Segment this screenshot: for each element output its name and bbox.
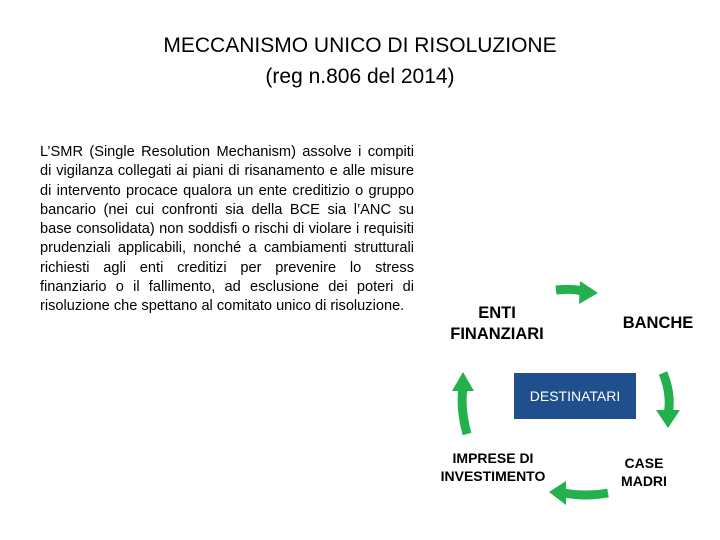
title-line-1: MECCANISMO UNICO DI RISOLUZIONE bbox=[163, 34, 557, 57]
arrow-enti-to-banche-head bbox=[579, 281, 598, 304]
node-imprese-line-1: IMPRESE DI bbox=[452, 450, 534, 466]
arrow-imprese-to-enti bbox=[462, 388, 467, 434]
arrow-imprese-to-enti-head bbox=[452, 372, 474, 391]
node-enti-finanziari bbox=[438, 303, 556, 345]
node-enti-line-2: FINANZIARI bbox=[450, 325, 544, 343]
node-imprese-di-investimento bbox=[425, 449, 561, 485]
node-case-line-1: CASE bbox=[624, 455, 664, 471]
arrow-case-to-imprese bbox=[564, 493, 608, 495]
center-destinatari-box: DESTINATARI bbox=[514, 373, 636, 419]
node-case-line-2: MADRI bbox=[621, 473, 667, 489]
arrow-banche-to-case bbox=[663, 373, 669, 415]
node-enti-line-1: ENTI bbox=[478, 304, 516, 322]
node-imprese-line-2: INVESTIMENTO bbox=[440, 468, 546, 484]
title-line-2: (reg n.806 del 2014) bbox=[265, 65, 455, 88]
arrow-banche-to-case-head bbox=[656, 410, 680, 428]
node-banche: BANCHE bbox=[622, 314, 694, 332]
node-case-madri bbox=[604, 454, 684, 490]
description-paragraph: L’SMR (Single Resolution Mechanism) assolve i compiti di vigilanza collegati ai piani di risanamento e alle misure di intervento procace qualora un ente creditizio o gruppo bancario (nei cui confronti sia della BCE sia l’ANC su base consolidata) non soddisfi o rischi di violare i requisiti prudenziali applicabili, nonché a cambiamenti strutturali richiesti agli enti creditizi per prevenire lo stress finanziario o il fallimento, ad esclusione dei poteri di risoluzione che spettano al comitato unico di risoluzione. bbox=[40, 144, 414, 315]
